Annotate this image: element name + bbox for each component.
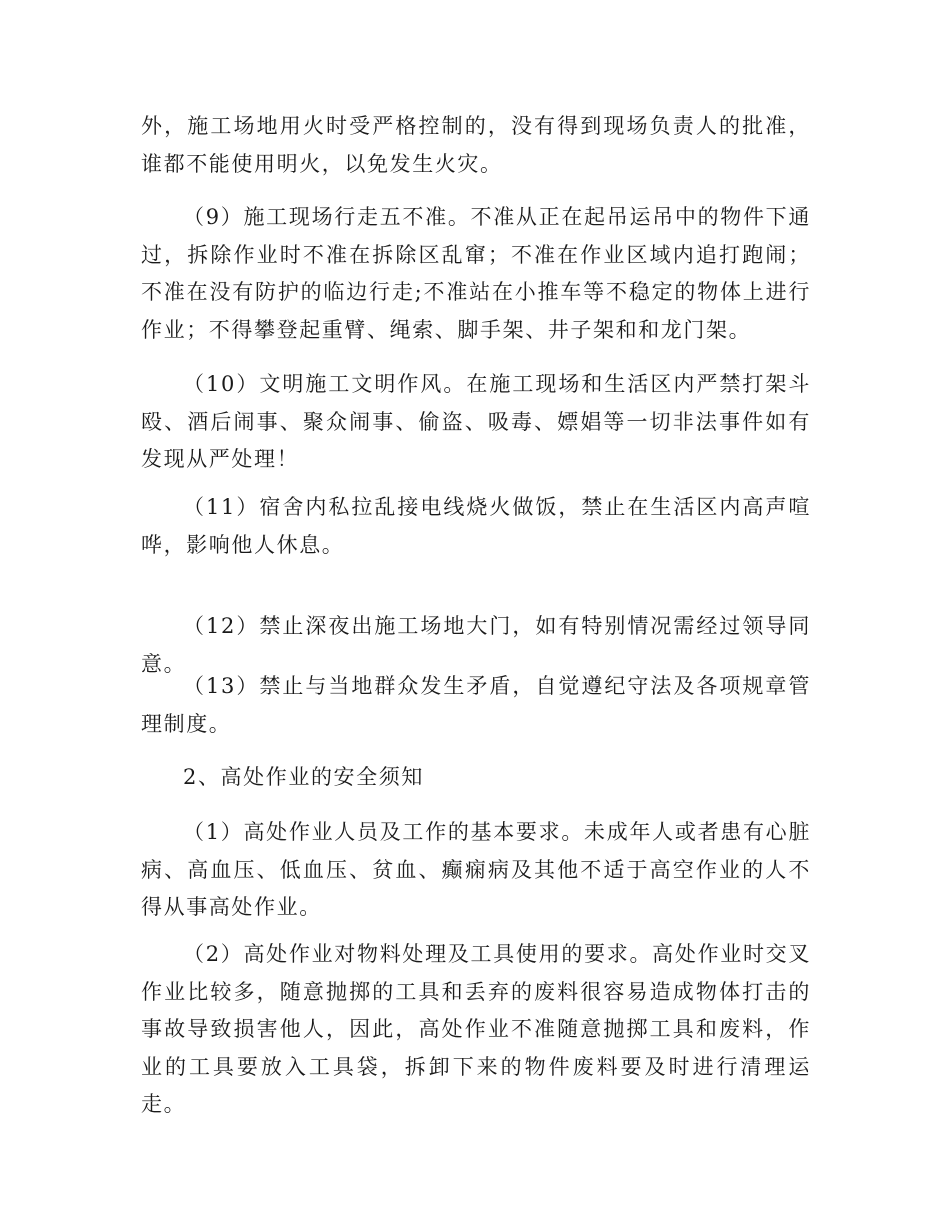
- paragraph-item-10: （10）文明施工文明作风。在施工现场和生活区内严禁打架斗殴、酒后闹事、聚众闹事、偷盗、吸毒、嫖娼等一切非法事件如有发现从严处理！: [141, 372, 811, 471]
- paragraph-fire-control-continued: 外，施工场地用火时受严格控制的，没有得到现场负责人的批准，谁都不能使用明火，以免发生火灾。: [141, 114, 811, 176]
- paragraph-item-13: （13）禁止与当地群众发生矛盾，自觉遵纪守法及各项规章管理制度。: [141, 674, 811, 736]
- paragraph-item-9: （9）施工现场行走五不准。不准从正在起吊运吊中的物件下通过，拆除作业时不准在拆除区乱窜；不准在作业区域内追打跑闹；不准在没有防护的临边行走;不准站在小推车等不稳定的物体上进行作业；不得攀登起重臂、绳索、脚手架、井子架和和龙门架。: [141, 205, 811, 342]
- paragraph-item-12: （12）禁止深夜出施工场地大门，如有特别情况需经过领导同意。: [141, 614, 811, 676]
- section-heading-high-altitude: 2、高处作业的安全须知: [183, 765, 424, 789]
- paragraph-high-altitude-item-1: （1）高处作业人员及工作的基本要求。未成年人或者患有心脏病、高血压、低血压、贫血、癫痫病及其他不适于高空作业的人不得从事高处作业。: [141, 820, 811, 919]
- paragraph-item-11: （11）宿舍内私拉乱接电线烧火做饭，禁止在生活区内高声喧哗，影响他人休息。: [141, 495, 811, 557]
- paragraph-high-altitude-item-2: （2）高处作业对物料处理及工具使用的要求。高处作业时交叉作业比较多，随意抛掷的工具和丢弃的废料很容易造成物体打击的事故导致损害他人，因此，高处作业不准随意抛掷工具和废料，作业的工具要放入工具袋，拆卸下来的物件废料要及时进行清理运走。: [141, 942, 811, 1116]
